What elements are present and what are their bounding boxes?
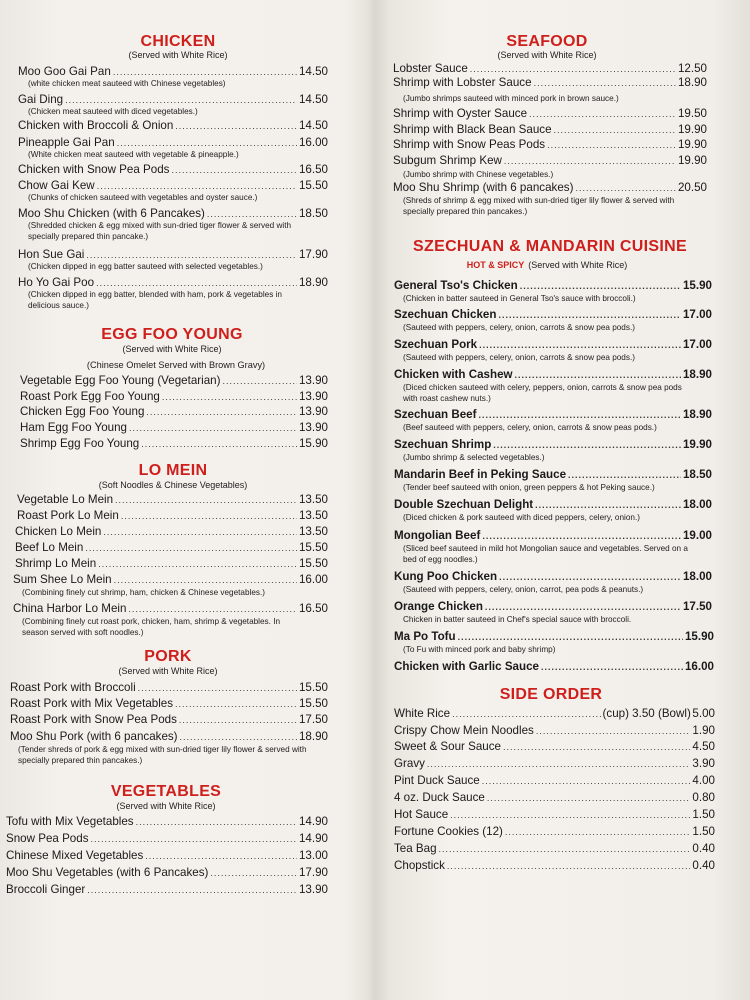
menu-item: Shrimp with Lobster Sauce ..... 18.90 bbox=[393, 76, 707, 90]
menu-item-description: (Jumbo shrimp & selected vegetables.) bbox=[403, 453, 545, 462]
menu-item: Chicken Lo Mein ..... 13.50 bbox=[15, 525, 328, 539]
menu-item-description: (To Fu with minced pork and baby shrimp) bbox=[403, 645, 556, 654]
menu-item: Pineapple Gai Pan ..... 16.00 bbox=[18, 136, 328, 150]
menu-item: Shrimp with Snow Peas Pods ..... 19.90 bbox=[393, 138, 707, 152]
menu-item: Chicken with Snow Pea Pods ..... 16.50 bbox=[18, 163, 328, 177]
section-title-egg-foo-young: EGG FOO YOUNG bbox=[101, 326, 243, 343]
menu-item-description: (Chicken in batter sauteed in General Tso's sauce with broccoli.) bbox=[403, 294, 636, 303]
menu-item: Moo Goo Gai Pan ..... 14.50 bbox=[18, 65, 328, 79]
menu-item-description: (Chicken dipped in egg batter, blended with ham, pork & vegetables in delicious sauce.) bbox=[28, 290, 282, 310]
section-title-chicken: CHICKEN bbox=[140, 33, 216, 50]
menu-item: Chow Gai Kew ..... 15.50 bbox=[18, 179, 328, 193]
section-title-pork: PORK bbox=[144, 648, 192, 665]
menu-item: Crispy Chow Mein Noodles ..... 1.90 bbox=[394, 724, 715, 738]
menu-item: Chicken Egg Foo Young ..... 13.90 bbox=[20, 405, 328, 419]
section-title-szechuan-mandarin: SZECHUAN & MANDARIN CUISINE bbox=[413, 238, 687, 255]
menu-item: Gai Ding ..... 14.50 bbox=[18, 93, 328, 107]
menu-item: Moo Shu Shrimp (with 6 pancakes) ..... 20.50 bbox=[393, 181, 707, 195]
menu-item: Szechuan Pork ..... 17.00 bbox=[394, 338, 712, 352]
menu-item-description: (Shredded chicken & egg mixed with sun-dried tiger flower & served with specially prepared thin pancake.) bbox=[28, 221, 292, 241]
menu-item: Moo Shu Chicken (with 6 Pancakes) ..... 18.50 bbox=[18, 207, 328, 221]
section-subtitle-pork: (Served with White Rice) bbox=[118, 666, 218, 676]
menu-item-description: (Tender beef sauteed with onion, green peppers & hot Peking sauce.) bbox=[403, 483, 655, 492]
section-title-vegetables: VEGETABLES bbox=[110, 783, 222, 800]
menu-item: Chicken with Broccoli & Onion ..... 14.50 bbox=[18, 119, 328, 133]
menu-item: Double Szechuan Delight ..... 18.00 bbox=[394, 498, 712, 512]
menu-item-description: (Chicken dipped in egg batter sauteed with selected vegetables.) bbox=[28, 262, 263, 271]
section-subtitle-seafood: (Served with White Rice) bbox=[497, 50, 597, 60]
menu-item: Chinese Mixed Vegetables ..... 13.00 bbox=[6, 849, 328, 863]
menu-item: Tofu with Mix Vegetables ..... 14.90 bbox=[6, 815, 328, 829]
menu-item: General Tso's Chicken ..... 15.90 bbox=[394, 279, 712, 293]
menu-item: Kung Poo Chicken ..... 18.00 bbox=[394, 570, 712, 584]
section-title-side-order: SIDE ORDER bbox=[499, 686, 603, 703]
menu-item: Moo Shu Pork (with 6 pancakes) ..... 18.90 bbox=[10, 730, 328, 744]
menu-item: Mongolian Beef ..... 19.00 bbox=[394, 529, 712, 543]
menu-item: Roast Pork with Mix Vegetables ..... 15.50 bbox=[10, 697, 328, 711]
menu-item: Chicken with Cashew ..... 18.90 bbox=[394, 368, 712, 382]
menu-item: Sweet & Sour Sauce ..... 4.50 bbox=[394, 740, 715, 754]
menu-item: Roast Pork Lo Mein ..... 13.50 bbox=[17, 509, 328, 523]
menu-item: Ma Po Tofu ..... 15.90 bbox=[394, 630, 714, 644]
menu-item-description: (Shreds of shrimp & egg mixed with sun-dried tiger lily flower & served with specially prepared thin pancakes.) bbox=[403, 196, 675, 216]
section-title-lo-mein: LO MEIN bbox=[138, 462, 208, 479]
hot-spicy-label: HOT & SPICY bbox=[466, 260, 525, 270]
section-subtitle-vegetables: (Served with White Rice) bbox=[116, 801, 216, 811]
menu-item: Fortune Cookies (12) ..... 1.50 bbox=[394, 825, 715, 839]
menu-item-description: (White chicken meat sauteed with vegetable & pineapple.) bbox=[28, 150, 239, 159]
menu-item-description: (Diced chicken sauteed with celery, peppers, onion, carrots & snow pea pods with roast cashew nuts.) bbox=[403, 383, 682, 403]
menu-item: Sum Shee Lo Mein ..... 16.00 bbox=[13, 573, 328, 587]
menu-item: Moo Shu Vegetables (with 6 Pancakes) ..... 17.90 bbox=[6, 866, 328, 880]
section-subtitle-szechuan-mandarin: HOT & SPICY (Served with White Rice) bbox=[466, 260, 628, 270]
menu-item: Shrimp with Black Bean Sauce ..... 19.90 bbox=[393, 123, 707, 137]
section-subtitle-egg-foo-young: (Served with White Rice) bbox=[122, 344, 222, 354]
menu-item: Szechuan Beef ..... 18.90 bbox=[394, 408, 712, 422]
menu-item-description: (Chunks of chicken sauteed with vegetables and oyster sauce.) bbox=[28, 193, 258, 202]
menu-item: Snow Pea Pods ..... 14.90 bbox=[6, 832, 328, 846]
menu-item: Roast Pork with Snow Pea Pods ..... 17.50 bbox=[10, 713, 328, 727]
menu-item-description: Chicken in batter sauteed in Chef's special sauce with broccoli. bbox=[403, 615, 632, 624]
menu-item-description: (white chicken meat sauteed with Chinese vegetables) bbox=[28, 79, 226, 88]
section-note-egg-foo-young: (Chinese Omelet Served with Brown Gravy) bbox=[86, 360, 266, 370]
menu-item-description: (Combining finely cut shrimp, ham, chicken & Chinese vegetables.) bbox=[22, 588, 266, 597]
menu-item-description: (Sliced beef sauteed in mild hot Mongolian sauce and vegetables. Served on a bed of egg noodles.) bbox=[403, 544, 688, 564]
menu-item-description: (Sauteed with peppers, celery, onion, carrot, pea pods & peanuts.) bbox=[403, 585, 644, 594]
menu-item: Chicken with Garlic Sauce ..... 16.00 bbox=[394, 660, 714, 674]
menu-item: Ho Yo Gai Poo ..... 18.90 bbox=[18, 276, 328, 290]
menu-item: Roast Pork with Broccoli ..... 15.50 bbox=[10, 681, 328, 695]
menu-item: Szechuan Shrimp ..... 19.90 bbox=[394, 438, 712, 452]
menu-item: Shrimp Egg Foo Young ..... 15.90 bbox=[20, 437, 328, 451]
menu-item: Lobster Sauce ..... 12.50 bbox=[393, 62, 707, 76]
menu-item-description: (Tender shreds of pork & egg mixed with sun-dried tiger lily flower & served with specially prepared thin pancakes.) bbox=[18, 745, 307, 765]
menu-item-description: (Jumbo shrimps sauteed with minced pork in brown sauce.) bbox=[403, 94, 619, 103]
menu-item-description: (Diced chicken & pork sauteed with diced peppers, celery, onion.) bbox=[403, 513, 640, 522]
menu-item: Ham Egg Foo Young ..... 13.90 bbox=[20, 421, 328, 435]
menu-item-description: (Combining finely cut roast pork, chicken, ham, shrimp & vegetables. In season served with soft noodles.) bbox=[22, 617, 281, 637]
section-subtitle-chicken: (Served with White Rice) bbox=[128, 50, 228, 60]
menu-item: Subgum Shrimp Kew ..... 19.90 bbox=[393, 154, 707, 168]
menu-item: Pint Duck Sauce ..... 4.00 bbox=[394, 774, 715, 788]
menu-item: Vegetable Lo Mein ..... 13.50 bbox=[17, 493, 328, 507]
menu-item: China Harbor Lo Mein ..... 16.50 bbox=[13, 602, 328, 616]
menu-item: Hon Sue Gai ..... 17.90 bbox=[18, 248, 328, 262]
menu-item: Gravy ..... 3.90 bbox=[394, 757, 715, 771]
menu-item: Hot Sauce ..... 1.50 bbox=[394, 808, 715, 822]
menu-item-description: (Jumbo shrimp with Chinese vegetables.) bbox=[403, 170, 554, 179]
menu-item-description: (Beef sauteed with peppers, celery, onion, carrots & snow peas pods.) bbox=[403, 423, 657, 432]
menu-item-description: (Sauteed with peppers, celery, onion, carrots & snow pea pods.) bbox=[403, 353, 635, 362]
menu-item: Chopstick ..... 0.40 bbox=[394, 859, 715, 873]
menu-item: Tea Bag ..... 0.40 bbox=[394, 842, 715, 856]
section-subtitle-lo-mein: (Soft Noodles & Chinese Vegetables) bbox=[98, 480, 248, 490]
menu-item: Broccoli Ginger ..... 13.90 bbox=[6, 883, 328, 897]
section-title-seafood: SEAFOOD bbox=[506, 33, 588, 50]
menu-item-description: (Sauteed with peppers, celery, onion, carrots & snow pea pods.) bbox=[403, 323, 635, 332]
menu-item: Vegetable Egg Foo Young (Vegetarian) ..... 13.90 bbox=[20, 374, 328, 388]
menu-item: Mandarin Beef in Peking Sauce ..... 18.50 bbox=[394, 468, 712, 482]
menu-item: Szechuan Chicken ..... 17.00 bbox=[394, 308, 712, 322]
menu-item: Shrimp with Oyster Sauce ..... 19.50 bbox=[393, 107, 707, 121]
menu-item: 4 oz. Duck Sauce ..... 0.80 bbox=[394, 791, 715, 805]
menu-item-description: (Chicken meat sauteed with diced vegetables.) bbox=[28, 107, 198, 116]
menu-item: Shrimp Lo Mein ..... 15.50 bbox=[15, 557, 328, 571]
menu-item: Roast Pork Egg Foo Young ..... 13.90 bbox=[20, 390, 328, 404]
menu-item: Orange Chicken ..... 17.50 bbox=[394, 600, 712, 614]
menu-item: Beef Lo Mein ..... 15.50 bbox=[15, 541, 328, 555]
menu-item: White Rice ..... (cup) 3.50 (Bowl) 5.00 bbox=[394, 707, 715, 721]
